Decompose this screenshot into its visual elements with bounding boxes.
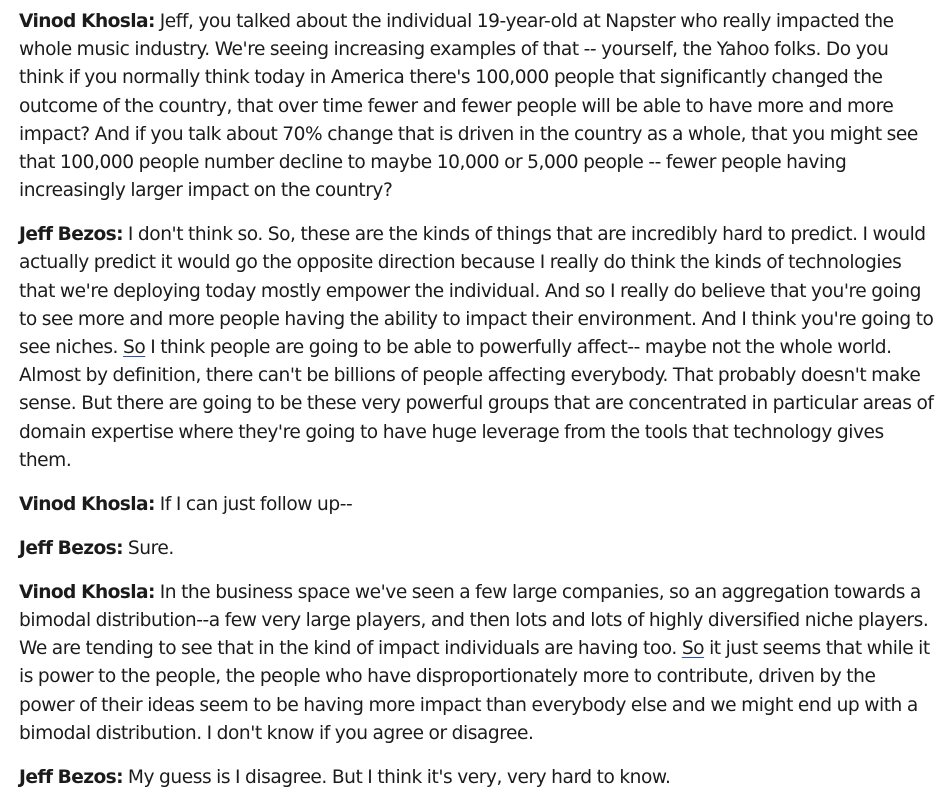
turn-text: If I can just follow up--	[154, 493, 353, 515]
turn-text: I don't think so. So, these are the kinds of things that are incredibly hard to predict. I would actually predict it would go the opposite direction because I really do think the kinds of technologies that we're deploying today mostly empower the individual. And so I really do believe that you're going to see more and more people having the ability to impact their environment. And I think you're going to see niches.	[19, 224, 934, 359]
speaker-name: Jeff Bezos:	[19, 224, 123, 246]
turn-text: My guess is I disagree. But I think it's very, very hard to know.	[122, 766, 671, 788]
transcript-turn	[19, 221, 935, 475]
so-link[interactable]: So	[122, 337, 146, 359]
so-link[interactable]: So	[681, 638, 705, 660]
transcript-turn	[19, 491, 935, 519]
transcript-turn	[19, 579, 935, 748]
speaker-name: Vinod Khosla:	[19, 493, 155, 515]
transcript-turn	[19, 8, 935, 205]
turn-text: Jeff, you talked about the individual 19-year-old at Napster who really impacted the whole music industry. We're seeing increasing examples of that -- yourself, the Yahoo folks. Do you think if you normally think today in America there's 100,000 people that significantly changed the outcome of the country, that over time fewer and fewer people will be able to have more and more impact? And if you talk about 70% change that is driven in the country as a whole, that you might see that 100,000 people number decline to maybe 10,000 or 5,000 people -- fewer people having increasingly larger impact on the country?	[19, 11, 918, 202]
transcript	[19, 8, 935, 808]
turn-text: I think people are going to be able to powerfully affect-- maybe not the whole world. Almost by definition, there can't be billions of people affecting everybody. That probably doesn't make sense. But there are going to be these very powerful groups that are concentrated in particular areas of domain expertise where they're going to have huge leverage from the tools that technology gives them.	[19, 337, 934, 471]
turn-text: it just seems that while it is power to the people, the people who have disproportionately more to contribute, driven by the power of their ideas seem to be having more impact than everybody else and we might end up with a bimodal distribution. I don't know if you agree or disagree.	[19, 638, 930, 744]
transcript-turn	[19, 764, 935, 792]
speaker-name: Vinod Khosla:	[19, 581, 155, 603]
speaker-name: Vinod Khosla:	[19, 11, 155, 32]
transcript-turn	[19, 535, 935, 563]
turn-text: Sure.	[122, 537, 174, 559]
turn-text: In the business space we've seen a few large companies, so an aggregation towards a bimodal distribution--a few very large players, and then lots and lots of highly diversified niche players. We are tending to see that in the kind of impact individuals are having too.	[19, 581, 929, 660]
speaker-name: Jeff Bezos:	[19, 766, 123, 788]
speaker-name: Jeff Bezos:	[19, 537, 123, 559]
